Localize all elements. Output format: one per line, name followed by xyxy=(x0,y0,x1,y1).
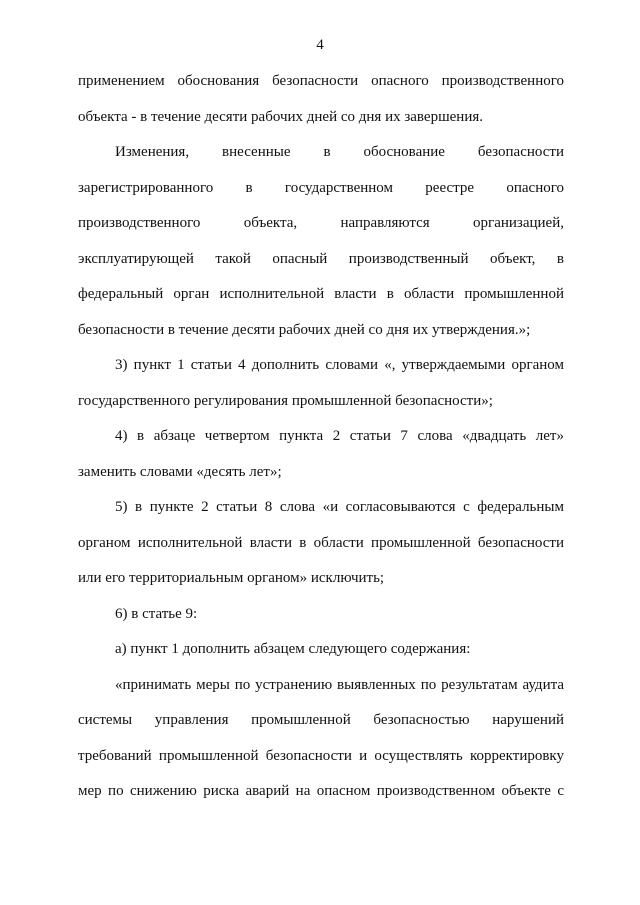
text-line: 4) в абзаце четвертом пункта 2 статьи 7 слова «двадцать лет» xyxy=(115,428,564,444)
text-line: безопасности в течение десяти рабочих дней со дня их утверждения.»; xyxy=(78,321,531,338)
text-line: или его территориальным органом» исключить; xyxy=(78,570,385,586)
text-line: органом исполнительной власти в области промышленной безопасности xyxy=(78,534,564,551)
text-line: требований промышленной безопасности и осуществлять корректировку xyxy=(78,747,564,764)
text-line: а) пункт 1 дополнить абзацем следующего содержания: xyxy=(115,641,471,657)
page-number: 4 xyxy=(316,37,324,53)
text-line: 3) пункт 1 статьи 4 дополнить словами «, утверждаемыми органом xyxy=(115,357,564,373)
text-line: Изменения, внесенные в обоснование безопасности xyxy=(115,144,564,160)
text-line: 6) в статье 9: xyxy=(115,605,198,622)
text-line: зарегистрированного в государственном реестре опасного xyxy=(78,179,564,196)
text-line: мер по снижению риска аварий на опасном производственном объекте с xyxy=(78,783,564,799)
text-line: заменить словами «десять лет»; xyxy=(78,463,282,480)
text-line: производственного объекта, направляются организацией, xyxy=(78,215,564,231)
text-line: применением обоснования безопасности опасного производственного xyxy=(78,73,564,89)
text-line: эксплуатирующей такой опасный производственный объект, в xyxy=(78,250,564,267)
text-line: системы управления промышленной безопасностью нарушений xyxy=(78,712,564,728)
text-line: государственного регулирования промышленной безопасности»; xyxy=(78,392,493,409)
text-line: объекта - в течение десяти рабочих дней со дня их завершения. xyxy=(78,108,483,125)
text-line: федеральный орган исполнительной власти в области промышленной xyxy=(78,286,564,302)
document-body xyxy=(78,64,564,810)
text-line: 5) в пункте 2 статьи 8 слова «и согласовываются с федеральным xyxy=(115,499,564,515)
text-line: «принимать меры по устранению выявленных по результатам аудита xyxy=(115,676,564,693)
